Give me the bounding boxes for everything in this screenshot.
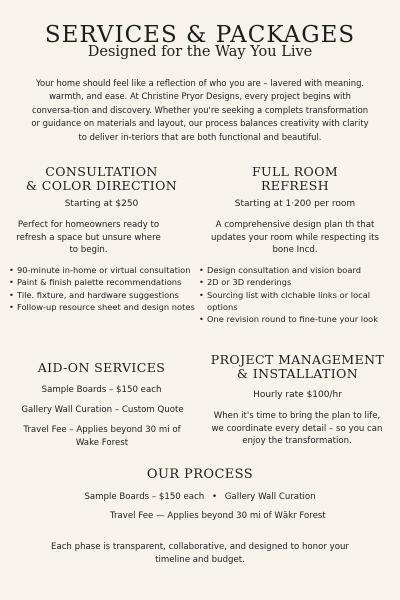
consultation-bullets [9,264,199,313]
list-item: • 90-minute in-home or virtual consultation [9,264,199,276]
intro-paragraph: Your home should feel like a reflection of who you are – lavered with meaning. warmth, and ease. At Christine Pryor Designs, every project begins with conversa-tion and discovery. Whether you're seeking a complets transformation or guidance on materials and layout, our process balances creativity with clarity to deliver in-teriors that are both functional and beautiful. [31,78,369,142]
full-room-heading [205,165,385,193]
page-title: SERVICES & PACKAGES [44,22,356,49]
addon-item-travel-fee: Travel Fee – Applies beyond 30 mi of Wake Forest [23,425,181,448]
project-heading-line2: & INSTALLATION [236,366,359,381]
consultation-heading [14,165,189,193]
full-room-heading-line1: FULL ROOM [251,164,339,179]
consultation-price: Starting at $250 [64,199,139,209]
consultation-description: Perfect for homeowners ready to refresh a space but unsure where to begin. [16,220,161,255]
full-room-price: Starting at 1·200 per room [234,199,356,209]
full-room-heading-line2: REFRESH [260,178,329,193]
full-room-description: A comprehensive design plan th that updates your room while respecting its bone Incd. [211,220,379,255]
process-line1 [0,491,400,503]
project-description: When it's time to bring the plan to life, we coordinate every detail – so you can enjoy the transformation. [211,411,383,446]
addon-item-gallery-wall: Gallery Wall Curation – Custom Quote [21,405,184,415]
consultation-heading-line2: & COLOR DIRECTION [25,178,178,193]
list-item: • Design consultation and vision board [199,264,394,276]
page-subtitle: Designed for the Way You Live [87,44,313,60]
list-item: • Follow-up resource sheet and design notes [9,301,199,313]
addon-item-sample-boards: Sample Boards – $150 each [41,385,162,395]
process-gallery-wall: Gallery Wall Curation [224,492,316,502]
addon-heading: AID-ON SERVICES [37,360,166,375]
project-heading [205,353,390,381]
full-room-bullets [199,264,394,325]
process-heading: OUR PROCESS [146,467,254,482]
process-closing: Each phase is transparent, collaborative, and designed to honor your timeline and budget. [51,542,349,565]
list-item: • One revision round to fine-tune your look [199,313,394,325]
consultation-heading-line1: CONSULTATION [45,164,158,179]
list-item: • Tile. fixture, and hardware suggestions [9,289,199,301]
bullet-separator: • [211,492,218,502]
process-sample-boards: Sample Boards – $150 each [84,492,205,502]
list-item: • 2D or 3D renderings [199,276,394,288]
project-heading-line1: PROJECT MANAGEMENT [210,352,385,367]
list-item: • Sourcing list with clchable links or local options [199,289,394,314]
process-line2: Travel Fee — Applies beyond 30 mi of Wākr Forest [110,511,326,521]
project-rate: Hourly rate $100/hr [253,390,342,400]
list-item: • Paint & finish palette recommendations [9,276,199,288]
